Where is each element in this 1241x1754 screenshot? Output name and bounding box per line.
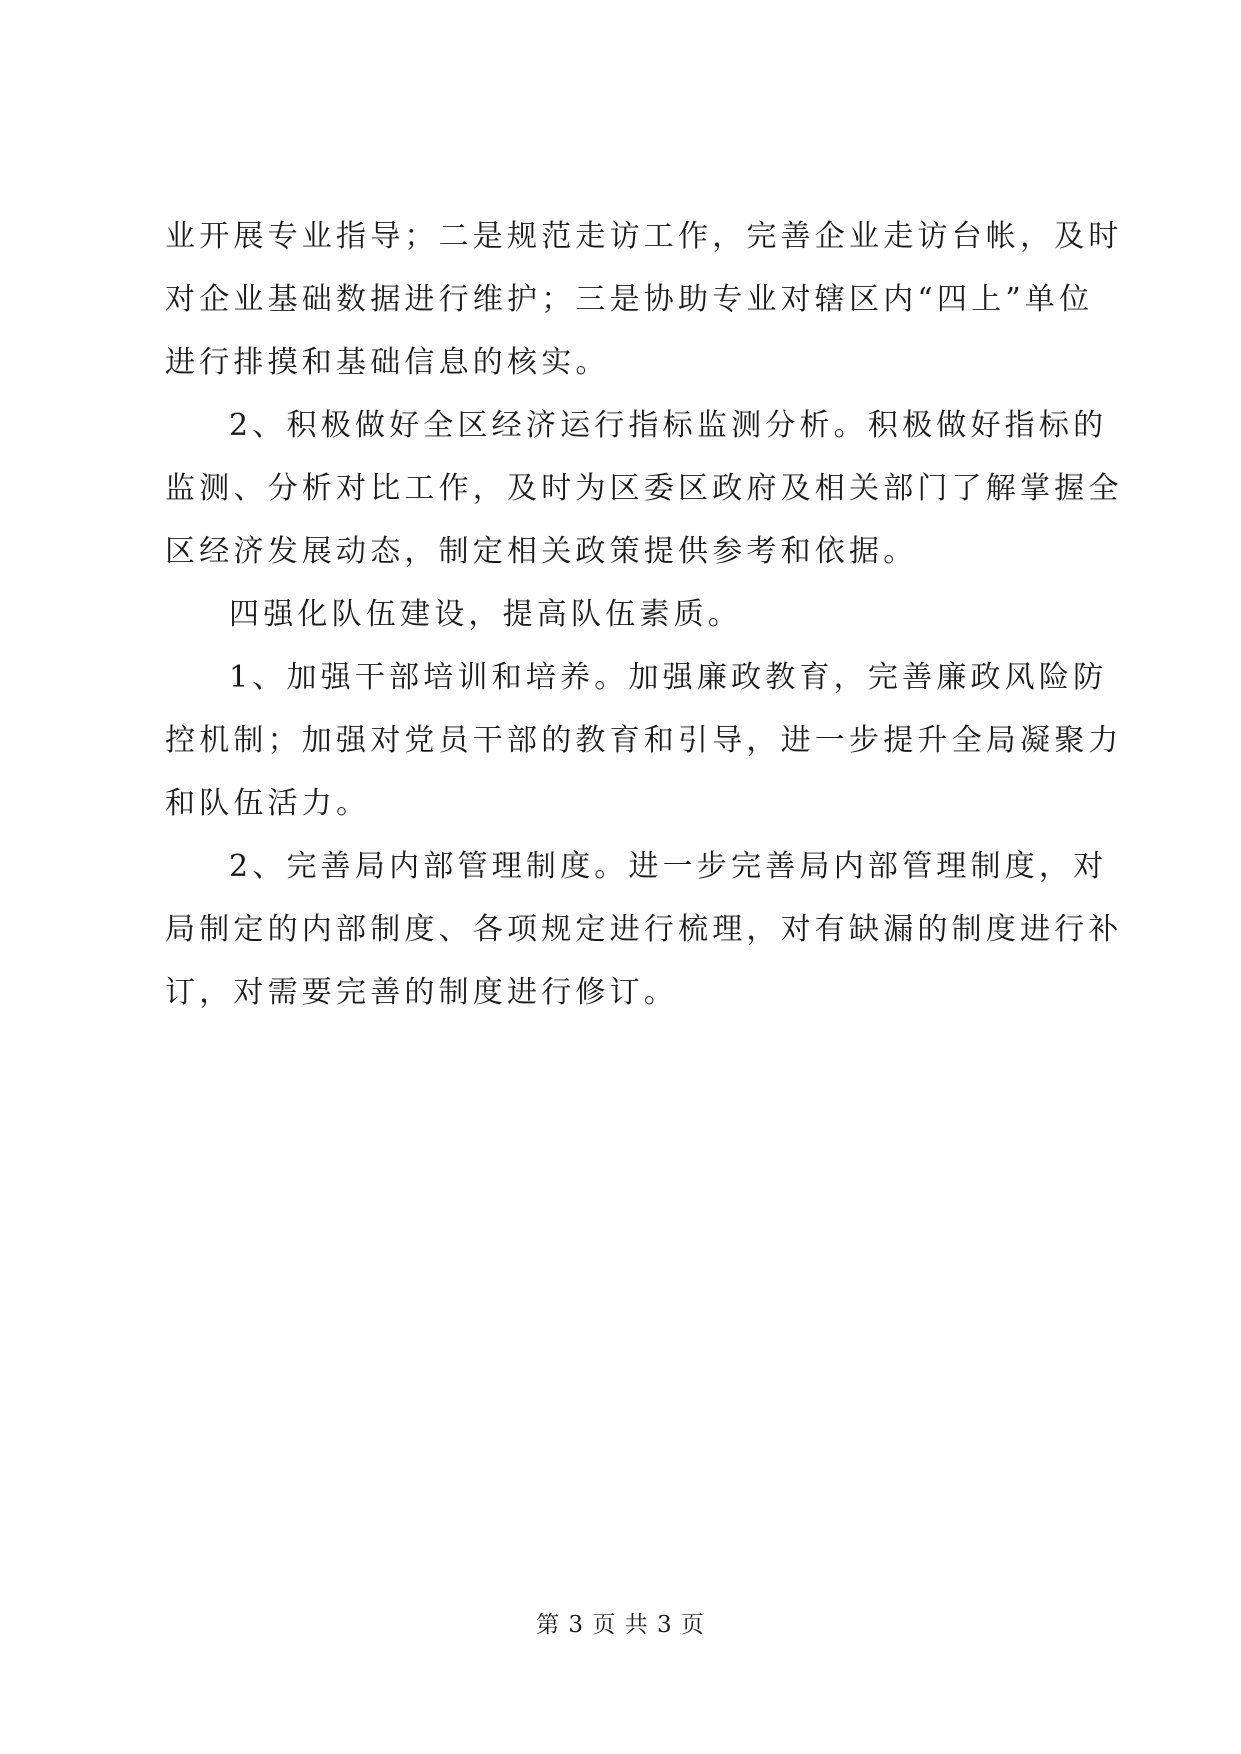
text-line: 监测、分析对比工作，及时为区委区政府及相关部门了解掌握全 [165, 471, 1123, 506]
document-body [165, 205, 1123, 1024]
text-line: 1、加强干部培训和培养。加强廉政教育，完善廉政风险防 [229, 660, 1108, 695]
text-line: 2、完善局内部管理制度。进一步完善局内部管理制度，对 [229, 849, 1108, 884]
text-line: 订，对需要完善的制度进行修订。 [165, 975, 678, 1010]
text-line: 控机制；加强对党员干部的教育和引导，进一步提升全局凝聚力 [165, 723, 1123, 758]
text-line: 2、积极做好全区经济运行指标监测分析。积极做好指标的 [229, 408, 1108, 443]
text-line: 业开展专业指导；二是规范走访工作，完善企业走访台帐，及时 [165, 219, 1123, 254]
text-line: 进行排摸和基础信息的核实。 [165, 345, 610, 380]
text-line: 和队伍活力。 [165, 786, 371, 821]
text-line: 区经济发展动态，制定相关政策提供参考和依据。 [165, 534, 918, 569]
section-heading: 四强化队伍建设，提高队伍素质。 [229, 597, 742, 632]
text-line: 局制定的内部制度、各项规定进行梳理，对有缺漏的制度进行补 [165, 912, 1123, 947]
page-footer: 第 3 页 共 3 页 [536, 1612, 705, 1638]
text-line: 对企业基础数据进行维护；三是协助专业对辖区内“四上”单位 [165, 282, 1094, 317]
